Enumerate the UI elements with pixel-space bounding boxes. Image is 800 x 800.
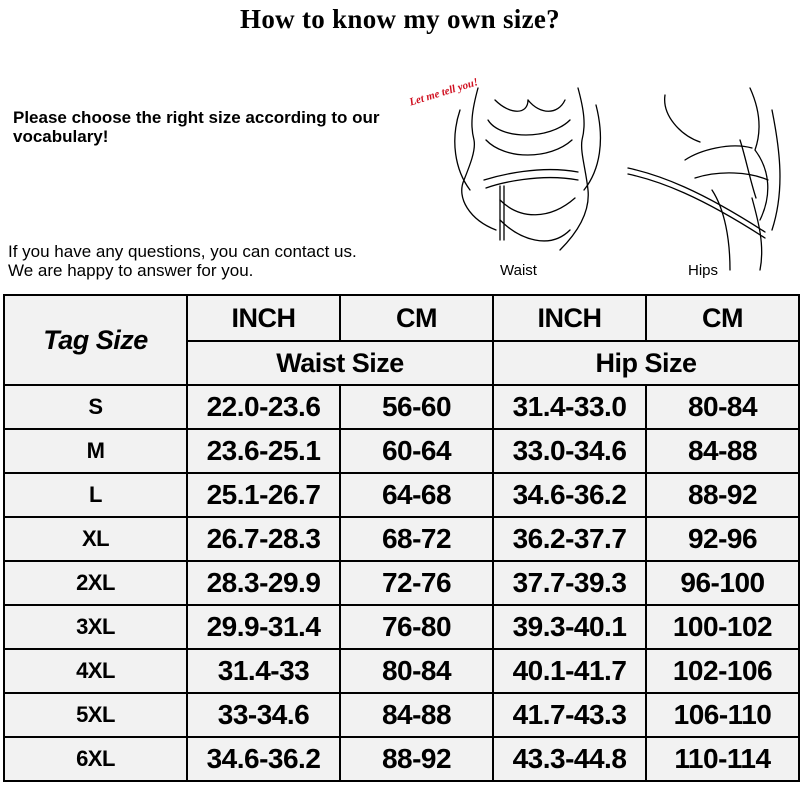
hip-cm-cell: 106-110	[646, 693, 799, 737]
hip-inch-cell: 36.2-37.7	[493, 517, 646, 561]
hip-inch-cell: 31.4-33.0	[493, 385, 646, 429]
page-title: How to know my own size?	[240, 4, 560, 34]
size-cell: M	[4, 429, 187, 473]
waist-inch-cell: 23.6-25.1	[187, 429, 340, 473]
hip-inch-cell: 37.7-39.3	[493, 561, 646, 605]
measurement-illustration	[400, 80, 800, 280]
hip-inch-cell: 40.1-41.7	[493, 649, 646, 693]
hip-cm-cell: 100-102	[646, 605, 799, 649]
table-row	[4, 605, 799, 649]
waist-figure	[455, 88, 601, 250]
size-cell: S	[4, 385, 187, 429]
waist-cm-cell: 72-76	[340, 561, 493, 605]
table-header-row	[4, 295, 799, 341]
waist-inch-cell: 31.4-33	[187, 649, 340, 693]
contact-line-1: If you have any questions, you can contact us.	[8, 242, 357, 261]
waist-inch-cell: 22.0-23.6	[187, 385, 340, 429]
hip-cm-cell: 110-114	[646, 737, 799, 781]
waist-inch-cell: 33-34.6	[187, 693, 340, 737]
callout-text: Let me tell you!	[408, 76, 480, 109]
hip-inch-cell: 43.3-44.8	[493, 737, 646, 781]
table-row	[4, 737, 799, 781]
hip-size-header: Hip Size	[493, 341, 799, 385]
hips-figure	[628, 88, 780, 270]
waist-inch-header: INCH	[187, 295, 340, 341]
waist-inch-cell: 28.3-29.9	[187, 561, 340, 605]
waist-caption: Waist	[500, 262, 537, 279]
size-cell: 4XL	[4, 649, 187, 693]
hips-caption: Hips	[688, 262, 719, 279]
waist-cm-cell: 68-72	[340, 517, 493, 561]
table-row	[4, 473, 799, 517]
size-cell: XL	[4, 517, 187, 561]
contact-line-2: We are happy to answer for you.	[8, 261, 254, 280]
hip-inch-cell: 34.6-36.2	[493, 473, 646, 517]
size-cell: L	[4, 473, 187, 517]
hip-cm-cell: 80-84	[646, 385, 799, 429]
tag-size-header: Tag Size	[4, 295, 187, 385]
waist-cm-cell: 60-64	[340, 429, 493, 473]
hip-cm-cell: 84-88	[646, 429, 799, 473]
waist-cm-header: CM	[340, 295, 493, 341]
waist-cm-cell: 76-80	[340, 605, 493, 649]
table-row	[4, 385, 799, 429]
hip-cm-cell: 96-100	[646, 561, 799, 605]
waist-cm-cell: 88-92	[340, 737, 493, 781]
hip-inch-cell: 41.7-43.3	[493, 693, 646, 737]
waist-size-header: Waist Size	[187, 341, 493, 385]
table-row	[4, 517, 799, 561]
waist-inch-cell: 26.7-28.3	[187, 517, 340, 561]
waist-cm-cell: 80-84	[340, 649, 493, 693]
hip-inch-header: INCH	[493, 295, 646, 341]
contact-text	[8, 242, 408, 280]
size-cell: 3XL	[4, 605, 187, 649]
hip-cm-header: CM	[646, 295, 799, 341]
hip-inch-cell: 39.3-40.1	[493, 605, 646, 649]
size-chart-table	[3, 294, 800, 782]
size-cell: 5XL	[4, 693, 187, 737]
size-cell: 2XL	[4, 561, 187, 605]
hip-cm-cell: 102-106	[646, 649, 799, 693]
table-row	[4, 649, 799, 693]
waist-cm-cell: 56-60	[340, 385, 493, 429]
size-cell: 6XL	[4, 737, 187, 781]
waist-cm-cell: 84-88	[340, 693, 493, 737]
hip-inch-cell: 33.0-34.6	[493, 429, 646, 473]
waist-cm-cell: 64-68	[340, 473, 493, 517]
waist-inch-cell: 29.9-31.4	[187, 605, 340, 649]
table-row	[4, 429, 799, 473]
intro-text: Please choose the right size according to our vocabulary!	[13, 108, 380, 146]
hip-cm-cell: 88-92	[646, 473, 799, 517]
hip-cm-cell: 92-96	[646, 517, 799, 561]
waist-inch-cell: 34.6-36.2	[187, 737, 340, 781]
waist-inch-cell: 25.1-26.7	[187, 473, 340, 517]
table-row	[4, 561, 799, 605]
table-row	[4, 693, 799, 737]
